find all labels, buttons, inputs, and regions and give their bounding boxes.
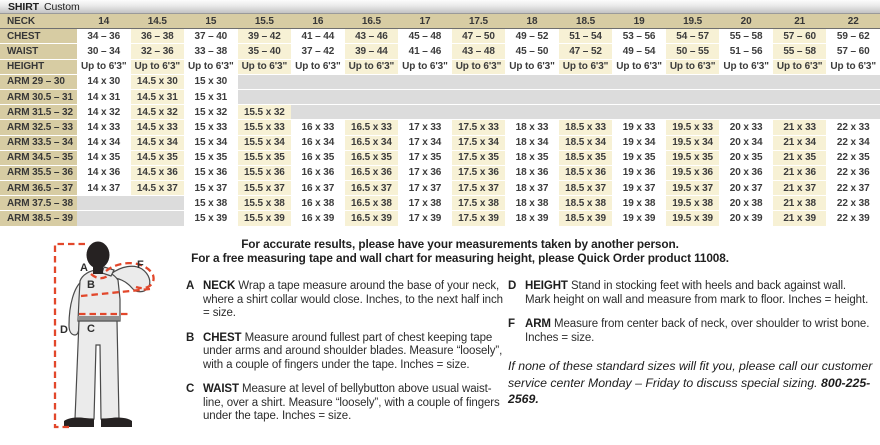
size-cell: 14.5 x 37 [131,181,185,196]
size-cell [77,211,131,226]
size-cell: 17.5 x 37 [452,181,506,196]
size-cell: 14.5 x 35 [131,150,185,165]
intro-line-1: For accurate results, please have your measurements taken by another person. [241,237,679,251]
size-cell: 41 – 44 [291,29,345,44]
note-text: If none of these standard sizes will fit you, please call our customer service center Monday – Friday to discuss special sizing. [508,359,873,390]
size-cell [719,89,773,104]
row-label: NECK [0,14,77,29]
size-cell [773,89,827,104]
size-cell: 14.5 x 32 [131,105,185,120]
instruction-text: Measure from center back of neck, over shoulder to wrist bone. Inches = size. [525,318,870,344]
size-cell [666,89,720,104]
size-cell [345,89,399,104]
table-row [0,105,880,120]
size-cell: 21 x 37 [773,181,827,196]
size-cell: 15.5 x 36 [238,165,292,180]
size-cell [452,105,506,120]
size-cell: 17 x 34 [398,135,452,150]
size-cell: 20 x 35 [719,150,773,165]
neck-size-header: 14.5 [131,14,185,29]
size-cell: 19 x 39 [612,211,666,226]
size-cell: 33 – 38 [184,44,238,59]
size-cell: 19 x 37 [612,181,666,196]
size-cell: 20 x 38 [719,196,773,211]
size-cell: 37 – 40 [184,29,238,44]
size-cell [773,74,827,89]
instruction-text: Measure at level of bellybutton above usual waist-line, over a shirt. Measure “loosely”, with a couple of fingers under the tape. Inches = size. [203,383,500,422]
size-cell [505,74,559,89]
size-cell: 18 x 33 [505,120,559,135]
size-cell: 16.5 x 39 [345,211,399,226]
instruction-body [203,332,504,373]
instruction-neck [186,280,504,321]
size-cell: 18 x 38 [505,196,559,211]
table-row [0,29,880,44]
size-cell: 15 x 38 [184,196,238,211]
intro-line-2: For a free measuring tape and wall chart for measuring height, please Quick Order product 11008. [191,250,729,265]
size-cell: 20 x 36 [719,165,773,180]
size-cell: 14.5 x 30 [131,74,185,89]
size-cell: 17.5 x 39 [452,211,506,226]
neck-size-header: 15.5 [238,14,292,29]
size-cell: 16 x 35 [291,150,345,165]
size-cell: 22 x 36 [826,165,880,180]
size-cell: 45 – 48 [398,29,452,44]
row-label: ARM 32.5 – 33 [0,120,77,135]
size-cell: 16 x 36 [291,165,345,180]
size-cell: 21 x 35 [773,150,827,165]
size-cell: 15 x 30 [184,74,238,89]
size-cell: Up to 6'3" [77,59,131,74]
size-cell: 14 x 36 [77,165,131,180]
instruction-body [525,280,874,307]
size-cell: Up to 6'3" [452,59,506,74]
size-cell: 15.5 x 33 [238,120,292,135]
size-cell: 15 x 34 [184,135,238,150]
size-cell [398,89,452,104]
size-cell: 21 x 36 [773,165,827,180]
instruction-title: ARM [525,318,551,330]
neck-header-row [0,14,880,29]
size-cell: Up to 6'3" [826,59,880,74]
size-cell [826,74,880,89]
figure-head [87,242,110,269]
size-cell: 19.5 x 33 [666,120,720,135]
size-cell: 14 x 35 [77,150,131,165]
size-cell: 18.5 x 33 [559,120,613,135]
size-cell [238,89,292,104]
neck-size-header: 18 [505,14,559,29]
table-row [0,74,880,89]
size-cell: 39 – 44 [345,44,399,59]
size-cell: 19.5 x 34 [666,135,720,150]
size-cell: Up to 6'3" [559,59,613,74]
size-cell: 47 – 50 [452,29,506,44]
size-cell [559,105,613,120]
size-cell: 14 x 33 [77,120,131,135]
neck-size-header: 20 [719,14,773,29]
row-label: ARM 35.5 – 36 [0,165,77,180]
size-cell [131,196,185,211]
size-cell [505,89,559,104]
size-cell: 22 x 33 [826,120,880,135]
size-cell: 19.5 x 35 [666,150,720,165]
size-cell: 22 x 38 [826,196,880,211]
size-cell: 16.5 x 33 [345,120,399,135]
size-cell: 15.5 x 39 [238,211,292,226]
size-cell [291,74,345,89]
instruction-letter: C [186,383,195,395]
size-cell: 17.5 x 38 [452,196,506,211]
size-cell: 34 – 36 [77,29,131,44]
neck-size-header: 17 [398,14,452,29]
size-cell [559,89,613,104]
instruction-waist [186,383,504,424]
size-cell: 16 x 38 [291,196,345,211]
size-cell [505,105,559,120]
size-cell: 21 x 38 [773,196,827,211]
size-cell: 18.5 x 34 [559,135,613,150]
size-cell: 20 x 37 [719,181,773,196]
size-cell: 17 x 38 [398,196,452,211]
size-cell: 17 x 33 [398,120,452,135]
size-cell [826,89,880,104]
size-cell: 17.5 x 34 [452,135,506,150]
size-cell: Up to 6'3" [612,59,666,74]
row-label: ARM 34.5 – 35 [0,150,77,165]
figure-label-d: D [60,324,68,336]
size-cell: Up to 6'3" [345,59,399,74]
size-cell: 19.5 x 37 [666,181,720,196]
instruction-title: NECK [203,280,236,292]
size-cell: 16.5 x 38 [345,196,399,211]
size-cell [77,196,131,211]
size-cell: Up to 6'3" [398,59,452,74]
size-cell: 16.5 x 36 [345,165,399,180]
instruction-title: WAIST [203,383,239,395]
waistband [78,316,120,321]
neck-size-header: 17.5 [452,14,506,29]
measurement-figure [8,237,184,443]
size-cell [345,105,399,120]
size-cell: 22 x 35 [826,150,880,165]
neck-size-header: 18.5 [559,14,613,29]
size-cell [826,105,880,120]
size-cell: 15 x 32 [184,105,238,120]
figure-label-a: A [80,262,88,274]
neck-size-header: 16 [291,14,345,29]
size-cell: 16 x 39 [291,211,345,226]
size-cell: 41 – 46 [398,44,452,59]
neck-size-header: 19 [612,14,666,29]
size-cell [238,74,292,89]
neck-size-header: 15 [184,14,238,29]
neck-size-header: 16.5 [345,14,399,29]
size-cell: 21 x 34 [773,135,827,150]
size-cell: 18.5 x 35 [559,150,613,165]
right-shoe [101,417,132,427]
size-cell: 17.5 x 36 [452,165,506,180]
size-cell: 49 – 52 [505,29,559,44]
size-cell: 15.5 x 37 [238,181,292,196]
instructions-right-column [508,280,874,408]
product-variant: Custom [44,0,80,13]
size-cell: 15.5 x 32 [238,105,292,120]
size-cell [345,74,399,89]
size-cell: 14.5 x 36 [131,165,185,180]
size-cell: 50 – 55 [666,44,720,59]
figure-label-c: C [87,323,95,335]
size-cell: 39 – 42 [238,29,292,44]
size-cell [291,89,345,104]
row-label: ARM 38.5 – 39 [0,211,77,226]
instruction-body [203,383,504,424]
size-cell [612,89,666,104]
row-label: ARM 29 – 30 [0,74,77,89]
size-cell: 19 x 33 [612,120,666,135]
size-cell [291,105,345,120]
size-cell: Up to 6'3" [773,59,827,74]
size-cell: 17 x 35 [398,150,452,165]
size-cell: 14.5 x 33 [131,120,185,135]
neck-size-header: 19.5 [666,14,720,29]
table-row [0,59,880,74]
size-cell: 15 x 37 [184,181,238,196]
size-cell: 55 – 58 [773,44,827,59]
size-cell: 22 x 39 [826,211,880,226]
size-cell [452,89,506,104]
table-row [0,165,880,180]
size-cell: 54 – 57 [666,29,720,44]
figure-label-b: B [87,279,95,291]
size-cell: 45 – 50 [505,44,559,59]
table-row [0,120,880,135]
size-cell [719,105,773,120]
size-cell: Up to 6'3" [505,59,559,74]
size-cell: 16 x 34 [291,135,345,150]
size-cell: 17 x 39 [398,211,452,226]
size-cell: 18 x 36 [505,165,559,180]
neck-size-header: 22 [826,14,880,29]
size-cell: 14 x 37 [77,181,131,196]
instruction-chest [186,332,504,373]
row-label: ARM 31.5 – 32 [0,105,77,120]
size-cell: 15.5 x 38 [238,196,292,211]
size-cell [666,105,720,120]
instruction-body [203,280,504,321]
figure-label-f: F [137,259,144,271]
size-cell [666,74,720,89]
size-table-body [0,14,880,226]
size-cell: 19.5 x 36 [666,165,720,180]
row-label: WAIST [0,44,77,59]
size-cell: 51 – 54 [559,29,613,44]
size-cell: 16.5 x 37 [345,181,399,196]
size-cell: 16 x 37 [291,181,345,196]
table-row [0,89,880,104]
neck-size-header: 21 [773,14,827,29]
size-cell: 18 x 35 [505,150,559,165]
measuring-intro [145,238,775,265]
instruction-text: Stand in stocking feet with heels and back against wall. Mark height on wall and measure from mark to floor. Inches = height. [525,280,869,306]
table-row [0,181,880,196]
instructions-left-column [186,280,504,435]
instruction-title: CHEST [203,331,242,344]
size-cell: 14 x 34 [77,135,131,150]
size-cell: 30 – 34 [77,44,131,59]
size-cell: 17 x 36 [398,165,452,180]
size-cell [452,74,506,89]
size-cell: 49 – 54 [612,44,666,59]
size-cell: 15.5 x 34 [238,135,292,150]
size-cell: 59 – 62 [826,29,880,44]
size-cell: 57 – 60 [773,29,827,44]
size-cell: 51 – 56 [719,44,773,59]
size-cell: 20 x 33 [719,120,773,135]
size-cell: 18 x 37 [505,181,559,196]
size-cell: Up to 6'3" [291,59,345,74]
size-cell: 14.5 x 34 [131,135,185,150]
instruction-text: Measure around fullest part of chest keeping tape under arms and around shoulder blades. Measure “loosely”, with a couple of fingers under the tape. Inches = size. [203,331,503,371]
size-cell: Up to 6'3" [719,59,773,74]
instruction-letter: D [508,280,517,292]
size-cell: 20 x 39 [719,211,773,226]
size-cell: Up to 6'3" [666,59,720,74]
size-cell: 14.5 x 31 [131,89,185,104]
size-cell: 21 x 33 [773,120,827,135]
table-row [0,150,880,165]
row-label: ARM 33.5 – 34 [0,135,77,150]
size-cell: 18.5 x 39 [559,211,613,226]
size-cell [398,105,452,120]
size-cell [773,105,827,120]
row-label: HEIGHT [0,59,77,74]
table-row [0,44,880,59]
product-name: SHIRT [8,0,40,13]
size-cell [559,74,613,89]
size-cell: 14 x 32 [77,105,131,120]
size-cell: 17 x 37 [398,181,452,196]
instruction-letter: B [186,331,195,344]
size-cell: 15 x 31 [184,89,238,104]
size-cell: 15 x 36 [184,165,238,180]
size-cell: 43 – 48 [452,44,506,59]
size-cell: 57 – 60 [826,44,880,59]
customer-service-phone: 800-225-2569. [508,375,871,406]
size-cell: 16 x 33 [291,120,345,135]
size-cell: 47 – 52 [559,44,613,59]
size-cell: 55 – 58 [719,29,773,44]
row-label: ARM 37.5 – 38 [0,196,77,211]
table-row [0,135,880,150]
size-cell: 53 – 56 [612,29,666,44]
size-cell: 16.5 x 35 [345,150,399,165]
size-cell: 15 x 33 [184,120,238,135]
size-cell: 21 x 39 [773,211,827,226]
size-cell: 22 x 34 [826,135,880,150]
size-cell: 35 – 40 [238,44,292,59]
size-cell: 14 x 30 [77,74,131,89]
table-row [0,196,880,211]
size-cell: 16.5 x 34 [345,135,399,150]
size-cell: 22 x 37 [826,181,880,196]
size-table [0,14,880,227]
size-cell: 14 x 31 [77,89,131,104]
table-title-bar [0,0,880,14]
instruction-letter: A [186,280,195,292]
size-cell: 18 x 39 [505,211,559,226]
size-cell: 19.5 x 38 [666,196,720,211]
size-cell: 43 – 46 [345,29,399,44]
size-cell: 36 – 38 [131,29,185,44]
size-cell: 32 – 36 [131,44,185,59]
size-cell: 19 x 38 [612,196,666,211]
instruction-height [508,280,874,307]
row-label: CHEST [0,29,77,44]
size-cell: 37 – 42 [291,44,345,59]
instruction-title: HEIGHT [525,280,568,292]
row-label: ARM 30.5 – 31 [0,89,77,104]
size-cell: 18.5 x 37 [559,181,613,196]
size-cell [719,74,773,89]
special-sizing-note [508,358,874,408]
size-cell: 20 x 34 [719,135,773,150]
size-cell [612,74,666,89]
instruction-letter: F [508,318,516,330]
size-cell: 19 x 36 [612,165,666,180]
body-measurement-diagram-icon [8,237,184,443]
neck-size-header: 14 [77,14,131,29]
size-cell: 15 x 39 [184,211,238,226]
size-cell: 15.5 x 35 [238,150,292,165]
size-cell: 17.5 x 33 [452,120,506,135]
table-row [0,211,880,226]
size-cell: 17.5 x 35 [452,150,506,165]
size-cell: Up to 6'3" [184,59,238,74]
instruction-body [525,318,874,345]
size-cell: Up to 6'3" [238,59,292,74]
size-cell: 19 x 34 [612,135,666,150]
size-cell: Up to 6'3" [131,59,185,74]
size-cell: 18.5 x 36 [559,165,613,180]
size-cell: 18 x 34 [505,135,559,150]
instruction-text: Wrap a tape measure around the base of your neck, where a shirt collar would close. Inches, to the next half inch = size. [203,280,503,319]
size-cell: 19 x 35 [612,150,666,165]
size-cell [131,211,185,226]
left-shoe [64,417,94,427]
size-cell: 18.5 x 38 [559,196,613,211]
size-cell: 19.5 x 39 [666,211,720,226]
row-label: ARM 36.5 – 37 [0,181,77,196]
size-cell [398,74,452,89]
size-cell: 15 x 35 [184,150,238,165]
size-cell [612,105,666,120]
instruction-arm [508,318,874,345]
